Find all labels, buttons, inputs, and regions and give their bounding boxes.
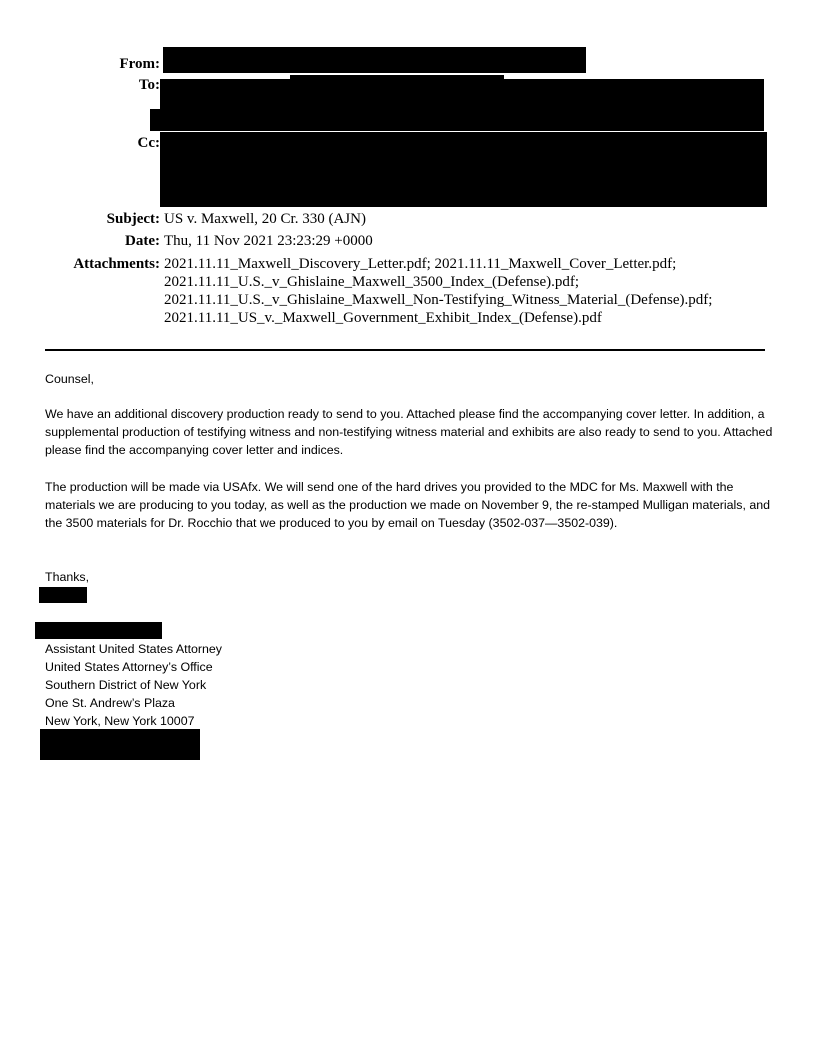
subject-value: US v. Maxwell, 20 Cr. 330 (AJN) <box>164 211 366 227</box>
to-redaction-left <box>150 109 164 131</box>
to-redaction <box>160 79 764 131</box>
from-redaction <box>163 47 586 73</box>
attachment-line[interactable]: 2021.11.11_Maxwell_Discovery_Letter.pdf; 2021.11.11_Maxwell_Cover_Letter.pdf; <box>164 256 677 272</box>
paragraph-2-text: The production will be made via USAfx. We will send one of the hard drives you provided to the MDC for Ms. Maxwell with the materials we are producing to you today, as well as the production we made on November 9, the re-stamped Mulligan materials, and the 3500 materials for Dr. Rocchio that we produced to you by email on Tuesday (3502-037—3502-039). <box>45 480 770 530</box>
from-label: From: <box>119 56 160 72</box>
attachments-label: Attachments: <box>73 256 160 272</box>
closing <box>45 568 773 586</box>
contact-redaction <box>40 729 200 760</box>
signature-line: United States Attorney’s Office <box>45 660 213 674</box>
greeting <box>45 370 773 388</box>
paragraph-2 <box>45 478 773 532</box>
signature-line: Southern District of New York <box>45 678 207 692</box>
subject-label: Subject: <box>106 211 160 227</box>
closing-text: Thanks, <box>45 570 90 584</box>
signature-line: Assistant United States Attorney <box>45 642 223 656</box>
header-divider <box>45 349 765 351</box>
to-label: To: <box>138 77 160 93</box>
greeting-text: Counsel, <box>45 372 94 386</box>
sender-name-redaction <box>39 587 87 603</box>
attachment-line[interactable]: 2021.11.11_US_v._Maxwell_Government_Exhibit_Index_(Defense).pdf <box>164 310 602 326</box>
paragraph-1-text: We have an additional discovery production ready to send to you. Attached please find the accompanying cover letter. In addition, a supplemental production of testifying witness and non-testifying witness material and exhibits are also ready to send to you. Attached please find the accompanying cover letter and indices. <box>45 407 773 457</box>
attachment-line[interactable]: 2021.11.11_U.S._v_Ghislaine_Maxwell_Non-Testifying_Witness_Material_(Defense).pdf; <box>164 292 713 308</box>
sender-fullname-redaction <box>35 622 162 639</box>
date-value: Thu, 11 Nov 2021 23:23:29 +0000 <box>164 233 373 249</box>
cc-redaction <box>160 132 767 207</box>
signature-line: One St. Andrew’s Plaza <box>45 696 175 710</box>
attachment-line[interactable]: 2021.11.11_U.S._v_Ghislaine_Maxwell_3500_Index_(Defense).pdf; <box>164 274 580 290</box>
cc-label: Cc: <box>137 135 160 151</box>
signature-line: New York, New York 10007 <box>45 714 195 728</box>
paragraph-1 <box>45 405 773 459</box>
date-label: Date: <box>125 233 160 249</box>
